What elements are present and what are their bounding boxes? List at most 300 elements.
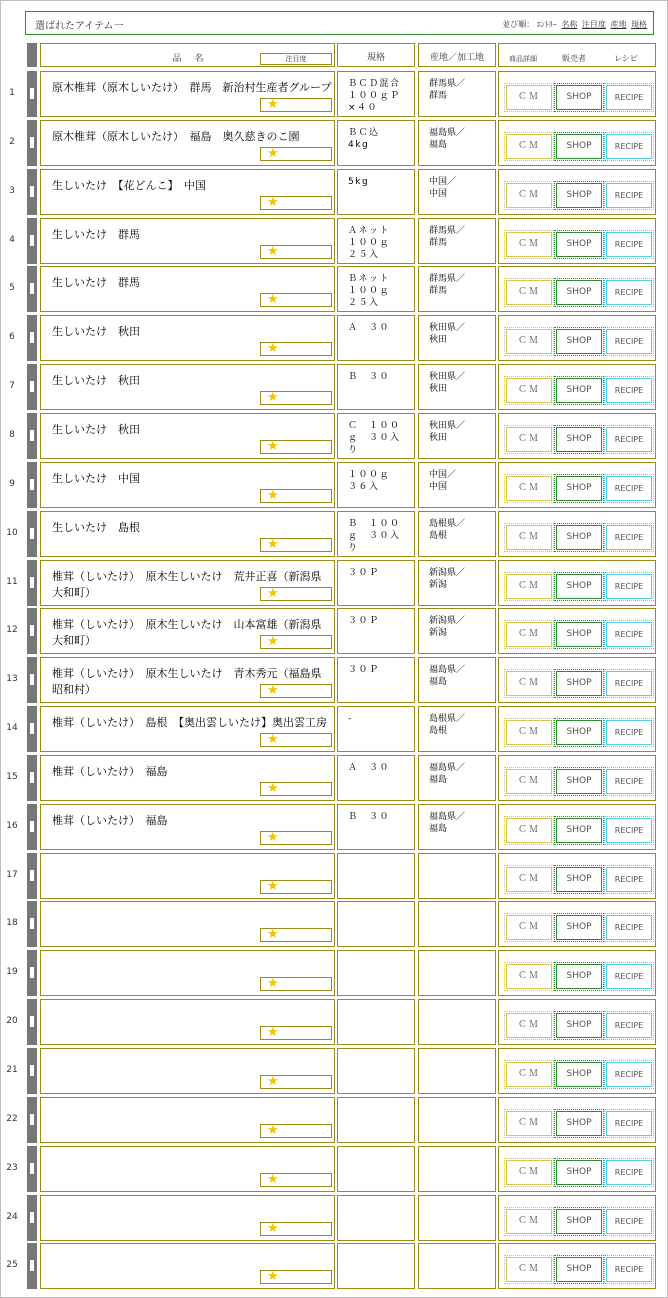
links-cell [498,511,656,557]
item-name[interactable]: 生しいたけ 島根 [52,521,140,534]
shop-button[interactable]: SHOP [556,720,602,745]
shop-button[interactable]: SHOP [556,964,602,989]
row-number: 15 [6,772,18,782]
item-name[interactable]: 生しいたけ 群馬 [52,276,140,289]
shop-button[interactable]: SHOP [556,134,602,159]
row-select-handle[interactable] [27,804,37,850]
shop-button[interactable]: SHOP [556,671,602,696]
item-name-cell [40,120,335,166]
item-name-cell [40,1243,335,1289]
item-spec: ＢＣ込 4kg [348,128,380,150]
item-origin: 福島県／ 福島 [429,812,466,834]
cm-button[interactable]: ＣＭ [506,1257,552,1282]
row-select-slot [30,283,34,294]
row-select-handle[interactable] [27,999,37,1045]
cm-button[interactable]: ＣＭ [506,183,552,208]
spec-cell [337,218,415,264]
item-name-cell [40,71,335,117]
row-select-slot [30,625,34,636]
cm-button[interactable]: ＣＭ [506,329,552,354]
recipe-button[interactable]: RECIPE [606,476,652,501]
attention-rating[interactable] [260,782,332,796]
star-icon: ★ [267,1221,279,1236]
row-number: 9 [9,479,15,489]
recipe-button[interactable]: RECIPE [606,85,652,110]
cm-button[interactable]: ＣＭ [506,622,552,647]
row-number: 19 [6,967,18,977]
row-number: 11 [6,577,18,587]
row-number: 13 [6,674,18,684]
attention-rating[interactable] [260,98,332,112]
row-select-slot [30,1212,34,1223]
item-origin: 秋田県／ 秋田 [429,372,466,394]
item-origin: 秋田県／ 秋田 [429,323,466,345]
sort-by-name-link[interactable]: 名称 [561,20,578,29]
row-select-handle[interactable] [27,71,37,117]
item-spec: Ａ ３０ [348,323,391,333]
row-select-slot [30,430,34,441]
attention-rating[interactable] [260,391,332,405]
item-spec: ＢＣＤ混合 １００ｇＰ ×４０ [348,79,401,113]
row-select-slot [30,528,34,539]
spec-cell [337,999,415,1045]
item-name[interactable]: 椎茸（しいたけ） 福島 [52,765,168,778]
shop-button[interactable]: SHOP [556,1013,602,1038]
cm-button[interactable]: ＣＭ [506,574,552,599]
star-icon: ★ [267,781,279,796]
item-name-cell [40,218,335,264]
shop-button[interactable]: SHOP [556,476,602,501]
row-select-handle[interactable] [27,169,37,215]
recipe-button[interactable]: RECIPE [606,280,652,305]
attention-rating[interactable] [260,245,332,259]
row-select-handle[interactable] [27,1243,37,1289]
row-number: 6 [9,332,15,342]
recipe-button[interactable]: RECIPE [606,964,652,989]
shop-button[interactable]: SHOP [556,427,602,452]
cm-button[interactable]: ＣＭ [506,1062,552,1087]
star-icon: ★ [267,439,279,454]
origin-cell [418,950,496,996]
recipe-button[interactable]: RECIPE [606,769,652,794]
row-select-handle[interactable] [27,853,37,899]
sort-entry-label: ｴﾝﾄﾘｰ [536,20,557,29]
item-name[interactable]: 生しいたけ 群馬 [52,228,140,241]
origin-cell [418,853,496,899]
origin-cell [418,1048,496,1094]
star-icon: ★ [267,292,279,307]
item-name[interactable]: 原木椎茸（原木しいたけ） 福島 奥久慈きのこ園 [52,130,300,143]
shop-button[interactable]: SHOP [556,818,602,843]
row-select-handle[interactable] [27,1048,37,1094]
item-name-cell [40,804,335,850]
item-origin: 島根県／ 島根 [429,519,466,541]
item-name-cell [40,315,335,361]
star-icon: ★ [267,586,279,601]
links-cell [498,266,656,312]
cm-button[interactable]: ＣＭ [506,232,552,257]
row-select-slot [30,186,34,197]
spec-cell [337,1195,415,1241]
recipe-button[interactable]: RECIPE [606,329,652,354]
shop-button[interactable]: SHOP [556,85,602,110]
star-icon: ★ [267,195,279,210]
item-name[interactable]: 椎茸（しいたけ） 原木生しいたけ 荒井正喜（新潟県大和町） [52,570,322,599]
row-select-handle[interactable] [27,511,37,557]
recipe-button[interactable]: RECIPE [606,134,652,159]
item-name[interactable]: 生しいたけ 【花どんこ】 中国 [52,179,206,192]
attention-sort-header[interactable]: 注目度 [260,53,332,65]
origin-cell [418,706,496,752]
links-cell [498,755,656,801]
cm-button[interactable]: ＣＭ [506,378,552,403]
spec-cell [337,364,415,410]
name-column-label: 品 名 [172,54,206,64]
star-icon: ★ [267,390,279,405]
shop-button[interactable]: SHOP [556,378,602,403]
row-select-handle[interactable] [27,560,37,606]
shop-button[interactable]: SHOP [556,915,602,940]
shop-button[interactable]: SHOP [556,1257,602,1282]
sort-by-attention-link[interactable]: 注目度 [581,20,606,29]
cm-button[interactable]: ＣＭ [506,818,552,843]
links-cell [498,901,656,947]
origin-cell [418,1097,496,1143]
item-name-cell [40,950,335,996]
item-spec: Ａネット １００ｇ ２５入 [348,226,391,260]
links-cell [498,1195,656,1241]
cm-button[interactable]: ＣＭ [506,134,552,159]
row-select-handle[interactable] [27,755,37,801]
row-number: 3 [9,186,15,196]
spec-cell [337,804,415,850]
row-select-handle[interactable] [27,218,37,264]
cm-button[interactable]: ＣＭ [506,915,552,940]
origin-cell [418,462,496,508]
recipe-button[interactable]: RECIPE [606,427,652,452]
item-name[interactable]: 生しいたけ 秋田 [52,374,140,387]
spec-cell [337,608,415,654]
links-cell [498,315,656,361]
item-name[interactable]: 生しいたけ 秋田 [52,423,140,436]
item-name[interactable]: 生しいたけ 秋田 [52,325,140,338]
attention-rating[interactable] [260,684,332,698]
shop-button[interactable]: SHOP [556,329,602,354]
star-icon: ★ [267,244,279,259]
attention-rating[interactable] [260,831,332,845]
item-name-cell [40,1097,335,1143]
page-title: 選ばれたアイテム一 [35,21,124,32]
recipe-column-label: レシピ [614,54,638,63]
origin-cell [418,315,496,361]
cm-button[interactable]: ＣＭ [506,280,552,305]
star-icon: ★ [267,537,279,552]
sort-by-origin-link[interactable]: 産地 [610,20,627,29]
row-select-slot [30,967,34,978]
attention-rating[interactable] [260,1222,332,1236]
recipe-button[interactable]: RECIPE [606,671,652,696]
attention-rating[interactable] [260,538,332,552]
links-cell [498,999,656,1045]
item-origin: 群馬県／ 群馬 [429,274,466,296]
recipe-button[interactable]: RECIPE [606,1257,652,1282]
item-origin: 中国／ 中国 [429,177,457,199]
recipe-button[interactable]: RECIPE [606,867,652,892]
recipe-button[interactable]: RECIPE [606,1160,652,1185]
spec-cell [337,1243,415,1289]
row-select-handle[interactable] [27,1097,37,1143]
item-name-cell [40,706,335,752]
item-name[interactable]: 椎茸（しいたけ） 福島 [52,814,168,827]
row-select-handle[interactable] [27,608,37,654]
links-cell [498,462,656,508]
shop-button[interactable]: SHOP [556,1209,602,1234]
attention-rating[interactable] [260,196,332,210]
item-name[interactable]: 椎茸（しいたけ） 原木生しいたけ 青木秀元（福島県昭和村） [52,667,322,696]
item-spec: ３０Ｐ [348,616,380,626]
origin-cell [418,999,496,1045]
attention-rating[interactable] [260,293,332,307]
row-select-slot [30,332,34,343]
cm-button[interactable]: ＣＭ [506,671,552,696]
attention-rating[interactable] [260,147,332,161]
header-side-bar [27,43,37,67]
origin-cell [418,657,496,703]
row-select-slot [30,381,34,392]
origin-cell [418,169,496,215]
item-name[interactable]: 原木椎茸（原木しいたけ） 群馬 新治村生産者グループ [52,81,332,94]
spec-cell [337,657,415,703]
recipe-button[interactable]: RECIPE [606,1013,652,1038]
item-origin: 福島県／ 福島 [429,763,466,785]
row-number: 5 [9,283,15,293]
row-number: 8 [9,430,15,440]
origin-cell [418,755,496,801]
attention-rating[interactable] [260,635,332,649]
origin-column-label: 産地／加工地 [429,53,484,63]
item-name-cell [40,853,335,899]
item-name-cell [40,511,335,557]
item-spec: １００ｇ ３６入 [348,470,391,492]
cm-button[interactable]: ＣＭ [506,85,552,110]
row-number: 20 [6,1016,18,1026]
origin-cell [418,1195,496,1241]
cm-button[interactable]: ＣＭ [506,1160,552,1185]
shop-button[interactable]: SHOP [556,867,602,892]
attention-rating[interactable] [260,977,332,991]
origin-cell [418,560,496,606]
row-select-handle[interactable] [27,462,37,508]
item-name-cell [40,999,335,1045]
attention-rating[interactable] [260,1173,332,1187]
cm-button[interactable]: ＣＭ [506,720,552,745]
cm-button[interactable]: ＣＭ [506,964,552,989]
origin-column-header [418,43,496,67]
star-icon: ★ [267,488,279,503]
attention-rating[interactable] [260,928,332,942]
shop-button[interactable]: SHOP [556,280,602,305]
recipe-button[interactable]: RECIPE [606,1209,652,1234]
row-select-handle[interactable] [27,266,37,312]
spec-cell [337,1048,415,1094]
attention-rating[interactable] [260,880,332,894]
item-spec: Ａ ３０ [348,763,391,773]
shop-button[interactable]: SHOP [556,1062,602,1087]
row-number: 2 [9,137,15,147]
cm-button[interactable]: ＣＭ [506,867,552,892]
item-name-cell [40,755,335,801]
star-icon: ★ [267,97,279,112]
row-select-slot [30,577,34,588]
recipe-button[interactable]: RECIPE [606,915,652,940]
recipe-button[interactable]: RECIPE [606,574,652,599]
row-select-handle[interactable] [27,315,37,361]
links-cell [498,169,656,215]
sort-label: 並び順： [502,20,535,29]
row-number: 21 [6,1065,18,1075]
attention-rating[interactable] [260,1270,332,1284]
links-cell [498,804,656,850]
links-cell [498,71,656,117]
row-select-handle[interactable] [27,364,37,410]
shop-button[interactable]: SHOP [556,622,602,647]
seller-column-label: 販売者 [562,54,586,63]
item-name-cell [40,462,335,508]
row-number: 22 [6,1114,18,1124]
row-number: 23 [6,1163,18,1173]
recipe-button[interactable]: RECIPE [606,818,652,843]
item-name-cell [40,266,335,312]
row-select-handle[interactable] [27,120,37,166]
links-column-header [498,43,656,67]
origin-cell [418,266,496,312]
star-icon: ★ [267,1172,279,1187]
item-origin: 群馬県／ 群馬 [429,226,466,248]
row-select-handle[interactable] [27,657,37,703]
cm-button[interactable]: ＣＭ [506,525,552,550]
row-number: 1 [9,88,15,98]
row-select-slot [30,870,34,881]
row-number: 18 [6,918,18,928]
cm-button[interactable]: ＣＭ [506,1013,552,1038]
shop-button[interactable]: SHOP [556,1160,602,1185]
spec-cell [337,462,415,508]
item-spec: - [348,714,353,724]
item-name-cell [40,1048,335,1094]
shop-button[interactable]: SHOP [556,769,602,794]
row-select-slot [30,479,34,490]
spec-cell [337,560,415,606]
item-name-cell [40,169,335,215]
attention-rating[interactable] [260,587,332,601]
item-name[interactable]: 椎茸（しいたけ） 原木生しいたけ 山本富雄（新潟県大和町） [52,618,322,647]
cm-button[interactable]: ＣＭ [506,769,552,794]
row-select-slot [30,674,34,685]
item-name[interactable]: 生しいたけ 中国 [52,472,140,485]
attention-rating[interactable] [260,733,332,747]
row-select-slot [30,821,34,832]
origin-cell [418,413,496,459]
origin-cell [418,1243,496,1289]
shop-button[interactable]: SHOP [556,525,602,550]
row-select-slot [30,918,34,929]
name-column-header [40,43,335,67]
spec-cell [337,950,415,996]
recipe-button[interactable]: RECIPE [606,183,652,208]
attention-rating[interactable] [260,489,332,503]
item-spec: ３０Ｐ [348,665,380,675]
row-select-slot [30,88,34,99]
origin-cell [418,608,496,654]
recipe-button[interactable]: RECIPE [606,1062,652,1087]
cm-button[interactable]: ＣＭ [506,427,552,452]
recipe-button[interactable]: RECIPE [606,378,652,403]
detail-column-label: 商品詳細 [509,55,537,63]
row-number: 4 [9,235,15,245]
star-icon: ★ [267,732,279,747]
spec-cell [337,71,415,117]
attention-rating[interactable] [260,1026,332,1040]
row-select-slot [30,235,34,246]
item-name-cell [40,657,335,703]
cm-button[interactable]: ＣＭ [506,1111,552,1136]
row-select-handle[interactable] [27,1146,37,1192]
shop-button[interactable]: SHOP [556,183,602,208]
row-number: 24 [6,1212,18,1222]
row-select-handle[interactable] [27,413,37,459]
star-icon: ★ [267,1269,279,1284]
links-cell [498,1243,656,1289]
row-select-slot [30,1163,34,1174]
attention-rating[interactable] [260,1124,332,1138]
links-cell [498,120,656,166]
item-spec: Ｂ １００ ｇ ３０入 り [348,519,401,553]
item-origin: 中国／ 中国 [429,470,457,492]
origin-cell [418,364,496,410]
attention-rating[interactable] [260,440,332,454]
item-name-cell [40,413,335,459]
item-name-cell [40,1195,335,1241]
cm-button[interactable]: ＣＭ [506,1209,552,1234]
cm-button[interactable]: ＣＭ [506,476,552,501]
shop-button[interactable]: SHOP [556,232,602,257]
shop-button[interactable]: SHOP [556,574,602,599]
star-icon: ★ [267,683,279,698]
sort-by-spec-link[interactable]: 規格 [631,20,647,29]
recipe-button[interactable]: RECIPE [606,232,652,257]
row-select-handle[interactable] [27,706,37,752]
row-select-slot [30,1016,34,1027]
recipe-button[interactable]: RECIPE [606,622,652,647]
recipe-button[interactable]: RECIPE [606,525,652,550]
row-select-handle[interactable] [27,1195,37,1241]
spec-cell [337,315,415,361]
recipe-button[interactable]: RECIPE [606,720,652,745]
item-name[interactable]: 椎茸（しいたけ） 島根 【奥出雲しいたけ】奥出雲工房 [52,716,327,729]
shop-button[interactable]: SHOP [556,1111,602,1136]
recipe-button[interactable]: RECIPE [606,1111,652,1136]
row-select-handle[interactable] [27,950,37,996]
attention-rating[interactable] [260,1075,332,1089]
star-icon: ★ [267,879,279,894]
spec-cell [337,1097,415,1143]
attention-rating[interactable] [260,342,332,356]
row-select-handle[interactable] [27,901,37,947]
star-icon: ★ [267,927,279,942]
origin-cell [418,71,496,117]
row-select-slot [30,1065,34,1076]
links-cell [498,1146,656,1192]
